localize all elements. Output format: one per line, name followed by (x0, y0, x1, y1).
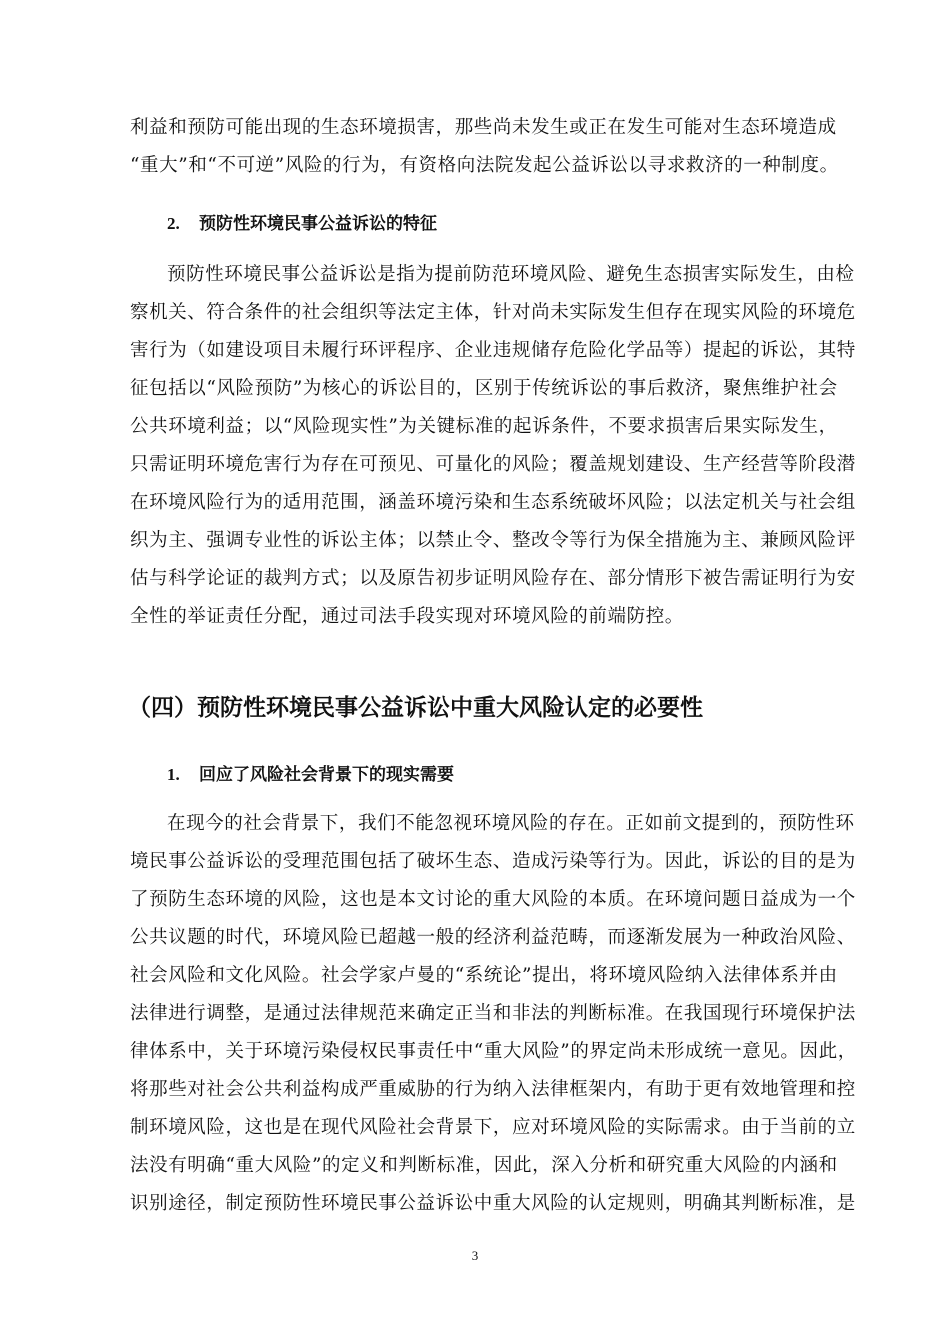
para3-line-1: 在现今的社会背景下，我们不能忽视环境风险的存在。正如前文提到的，预防性环 (167, 813, 855, 834)
subheading-number: 1. (167, 765, 180, 784)
intro-line-2: “重大”和“不可逆”风险的行为，有资格向法院发起公益诉讼以寻求救济的一种制度。 (130, 155, 839, 176)
para2-line-2: 察机关、符合条件的社会组织等法定主体，针对尚未实际发生但存在现实风险的环境危 (130, 302, 856, 323)
para3-line-6: 法律进行调整，是通过法律规范来确定正当和非法的判断标准。在我国现行环境保护法 (130, 1003, 856, 1024)
section-heading: （四）预防性环境民事公益诉讼中重大风险认定的必要性 (128, 695, 703, 721)
para3-line-8: 将那些对社会公共利益构成严重威胁的行为纳入法律框架内，有助于更有效地管理和控 (130, 1079, 856, 1100)
para3-line-7: 律体系中，关于环境污染侵权民事责任中“重大风险”的界定尚未形成统一意见。因此， (130, 1041, 857, 1062)
para3-line-3: 了预防生态环境的风险，这也是本文讨论的重大风险的本质。在环境问题日益成为一个 (130, 889, 856, 910)
para2-line-9: 估与科学论证的裁判方式；以及原告初步证明风险存在、部分情形下被告需证明行为安 (130, 568, 856, 589)
para2-line-6: 只需证明环境危害行为存在可预见、可量化的风险；覆盖规划建设、生产经营等阶段潜 (130, 454, 856, 475)
subheading-title: 预防性环境民事公益诉讼的特征 (199, 214, 437, 234)
subheading-number: 2. (167, 214, 180, 233)
para2-line-4: 征包括以“风险预防”为核心的诉讼目的，区别于传统诉讼的事后救济，聚焦维护社会 (130, 378, 838, 399)
para3-line-5: 社会风险和文化风险。社会学家卢曼的“系统论”提出，将环境风险纳入法律体系并由 (130, 965, 838, 986)
para3-line-2: 境民事公益诉讼的受理范围包括了破坏生态、造成污染等行为。因此，诉讼的目的是为 (130, 851, 856, 872)
para3-line-10: 法没有明确“重大风险”的定义和判断标准，因此，深入分析和研究重大风险的内涵和 (130, 1155, 838, 1176)
subheading-realistic-needs (167, 763, 454, 787)
para3-line-9: 制环境风险，这也是在现代风险社会背景下，应对环境风险的实际需求。由于当前的立 (130, 1117, 856, 1138)
para2-line-8: 织为主、强调专业性的诉讼主体；以禁止令、整改令等行为保全措施为主、兼顾风险评 (130, 530, 856, 551)
intro-line-1: 利益和预防可能出现的生态环境损害，那些尚未发生或正在发生可能对生态环境造成 (130, 117, 837, 138)
para2-line-7: 在环境风险行为的适用范围，涵盖环境污染和生态系统破坏风险；以法定机关与社会组 (130, 492, 856, 513)
para2-line-1: 预防性环境民事公益诉讼是指为提前防范环境风险、避免生态损害实际发生，由检 (167, 264, 855, 285)
page-number: 3 (471, 1248, 479, 1263)
para2-line-10: 全性的举证责任分配，通过司法手段实现对环境风险的前端防控。 (130, 606, 684, 627)
subheading-characteristics (167, 212, 437, 236)
para2-line-3: 害行为（如建设项目未履行环评程序、企业违规储存危险化学品等）提起的诉讼，其特 (130, 340, 856, 361)
para3-line-4: 公共议题的时代，环境风险已超越一般的经济利益范畴，而逐渐发展为一种政治风险、 (130, 927, 856, 948)
subheading-title: 回应了风险社会背景下的现实需要 (199, 765, 454, 785)
para2-line-5: 公共环境利益；以“风险现实性”为关键标准的起诉条件，不要求损害后果实际发生， (130, 416, 838, 437)
para3-line-11: 识别途径，制定预防性环境民事公益诉讼中重大风险的认定规则，明确其判断标准，是 (130, 1193, 856, 1214)
